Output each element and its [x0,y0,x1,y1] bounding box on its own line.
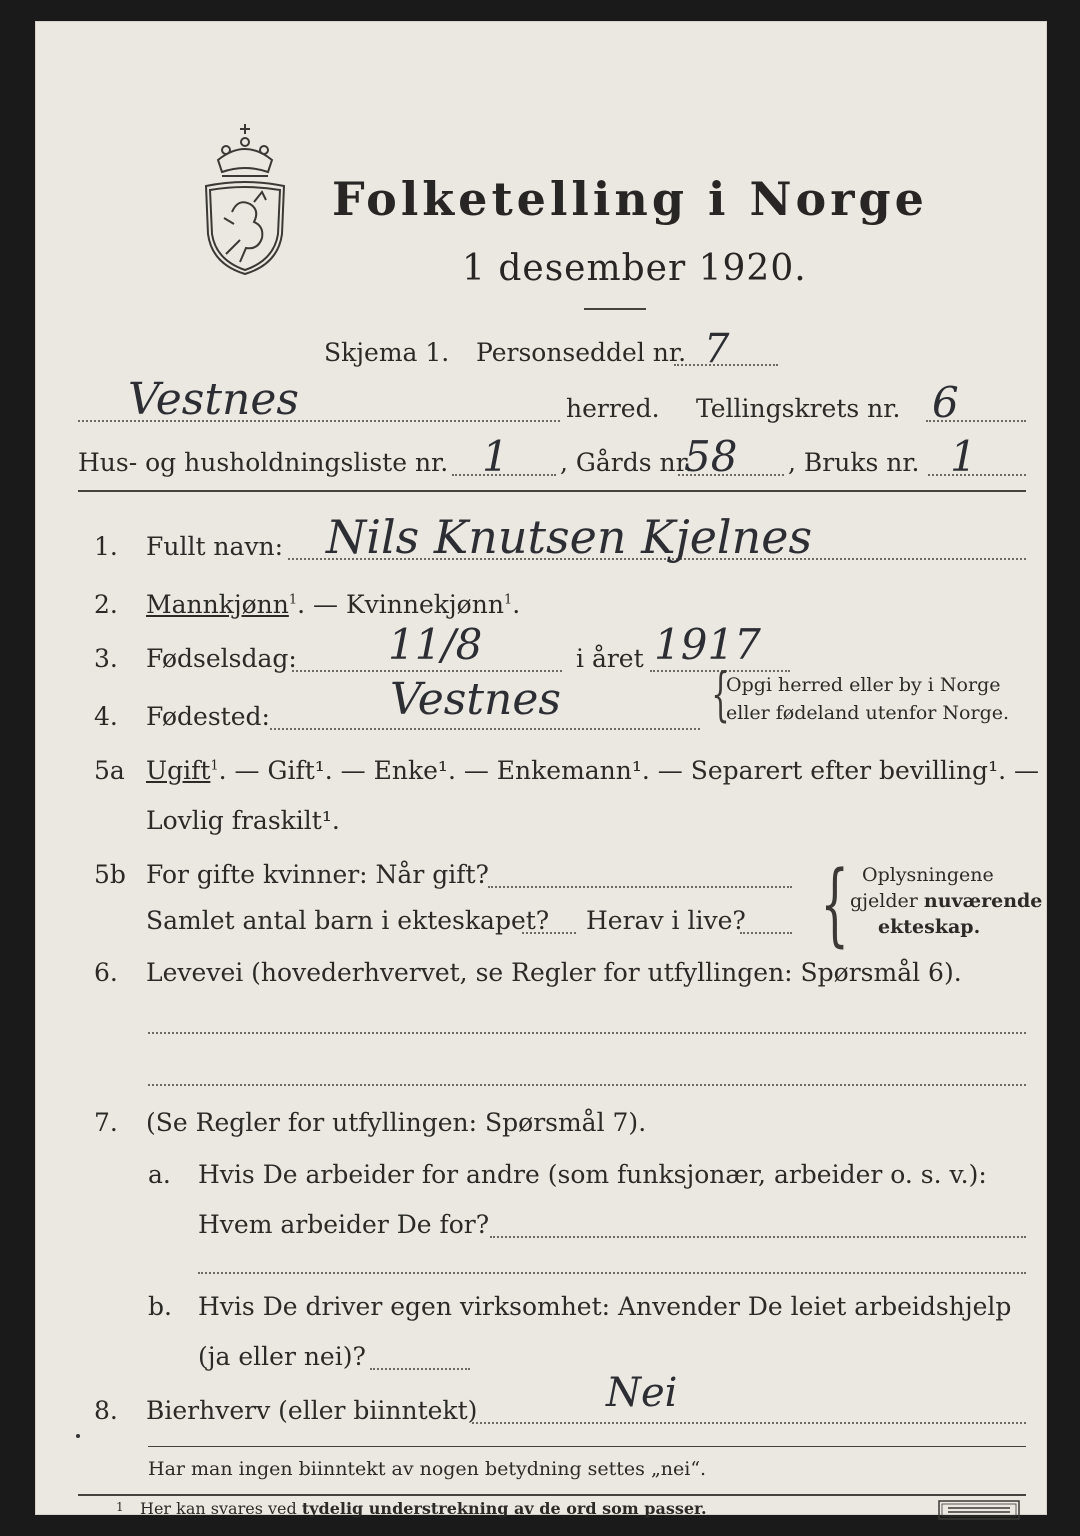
q6-label: Levevei (hovederhvervet, se Regler for utfyllingen: Spørsmål 6). [146,958,962,987]
q5a-sup: 1 [210,758,219,774]
q3-line [292,670,562,672]
ink-dot [76,1434,80,1438]
ugift-option[interactable]: Ugift [146,756,211,785]
herred-label: herred. [566,394,660,423]
q7b-letter: b. [148,1292,172,1321]
header-divider [78,490,1026,492]
census-date: 1 desember 1920. [462,248,807,289]
q3-year-label: i året [576,644,644,673]
q7a-text-2: Hvem arbeider De for? [198,1210,490,1239]
q5b-line-2 [522,932,576,934]
q7b-text: Hvis De driver egen virksomhet: Anvender De leiet arbeidshjelp [198,1292,1012,1321]
form-title: Folketelling i Norge [332,172,928,226]
footnote-divider [78,1494,1026,1496]
q7b-line[interactable] [370,1368,470,1370]
full-name-value[interactable]: Nils Knutsen Kjelnes [326,510,813,564]
skjema-label: Skjema 1. [324,338,450,367]
q4-note-1: Opgi herred eller by i Norge [726,674,1001,696]
q5b-label-1: For gifte kvinner: Når gift? [146,860,489,889]
tellingskrets-value[interactable]: 6 [932,378,959,427]
bruks-line [928,474,1026,476]
husliste-label: Hus- og husholdningsliste nr. [78,448,449,477]
footnote-text [140,1499,707,1518]
q5a-number: 5a [94,756,125,785]
q4-line [270,728,700,730]
personseddel-label: Personseddel nr. [476,338,687,367]
q6-line-2[interactable] [148,1084,1026,1086]
q2-sup-1: 1 [288,592,298,608]
footnote-a: Her kan svares ved [140,1499,302,1518]
title-divider [584,308,646,310]
coat-of-arms-icon [196,120,294,280]
q4-number: 4. [94,702,118,731]
footnote-number: 1 [116,1500,124,1514]
gards-value[interactable]: 58 [684,432,738,481]
q3-number: 3. [94,644,118,673]
q5b-number: 5b [94,860,126,889]
q5b-note-2 [850,890,1042,912]
printer-stamp-icon [938,1500,1020,1520]
q3-label: Fødselsdag: [146,644,297,673]
bruks-value[interactable]: 1 [950,432,977,481]
q2-end: . [512,590,521,619]
gards-label: , Gårds nr. [560,448,693,477]
footnote-b: tydelig understrekning av de ord som passer. [301,1499,707,1518]
bierhverv-value[interactable]: Nei [606,1370,678,1416]
q7a-text: Hvis De arbeider for andre (som funksjonær, arbeider o. s. v.): [198,1160,987,1189]
birthplace-value[interactable]: Vestnes [390,674,561,725]
q5b-note-1: Oplysningene [862,864,994,886]
q5a-other-options[interactable]: . — Gift¹. — Enke¹. — Enkemann¹. — Separert efter bevilling¹. — [218,756,1039,785]
q6-line-1[interactable] [148,1032,1026,1034]
q2-separator: . — [297,590,346,619]
q7b-text-2: (ja eller nei)? [198,1342,366,1371]
husliste-value[interactable]: 1 [482,432,509,481]
mannkjonn-option[interactable]: Mannkjønn [146,590,289,619]
q4-brace: { [711,660,730,728]
q7-number: 7. [94,1108,118,1137]
kvinnekjonn-option[interactable]: Kvinnekjønn [345,590,504,619]
q4-note-2: eller fødeland utenfor Norge. [726,702,1010,724]
q6-number: 6. [94,958,118,987]
birth-year-value[interactable]: 1917 [654,620,761,669]
q5a-line2[interactable]: Lovlig fraskilt¹. [146,806,340,835]
q7a-line-2[interactable] [198,1272,1026,1274]
herred-value[interactable]: Vestnes [128,374,299,425]
q5b-brace: { [820,852,849,957]
q2-options [146,590,520,619]
q5b-note-3: ekteskap. [878,916,981,938]
q7a-line-1[interactable] [490,1236,1026,1238]
q7a-letter: a. [148,1160,171,1189]
q5a-options [146,756,1039,785]
census-form-page [36,22,1046,1518]
q5b-line-3 [740,932,792,934]
q8-line [472,1422,1026,1424]
q1-number: 1. [94,532,118,561]
footer-note: Har man ingen biinntekt av nogen betydning settes „nei“. [148,1458,707,1480]
q5b-label-2: Samlet antal barn i ekteskapet? [146,906,550,935]
q8-number: 8. [94,1396,118,1425]
q5b-note-2a: gjelder [850,890,924,912]
personseddel-value[interactable]: 7 [704,326,730,372]
birthday-value[interactable]: 11/8 [388,620,483,669]
q7-label: (Se Regler for utfyllingen: Spørsmål 7). [146,1108,647,1137]
q2-sup-2: 1 [503,592,513,608]
q5b-label-3: Herav i live? [586,906,746,935]
bruks-label: , Bruks nr. [788,448,920,477]
q4-label: Fødested: [146,702,270,731]
q5b-note-2b: nuværende [923,890,1043,912]
q5b-line-1 [488,886,792,888]
q2-number: 2. [94,590,118,619]
q1-label: Fullt navn: [146,532,284,561]
q8-label: Bierhverv (eller biinntekt) [146,1396,478,1425]
tellingskrets-label: Tellingskrets nr. [696,394,901,423]
footer-divider [148,1446,1026,1447]
